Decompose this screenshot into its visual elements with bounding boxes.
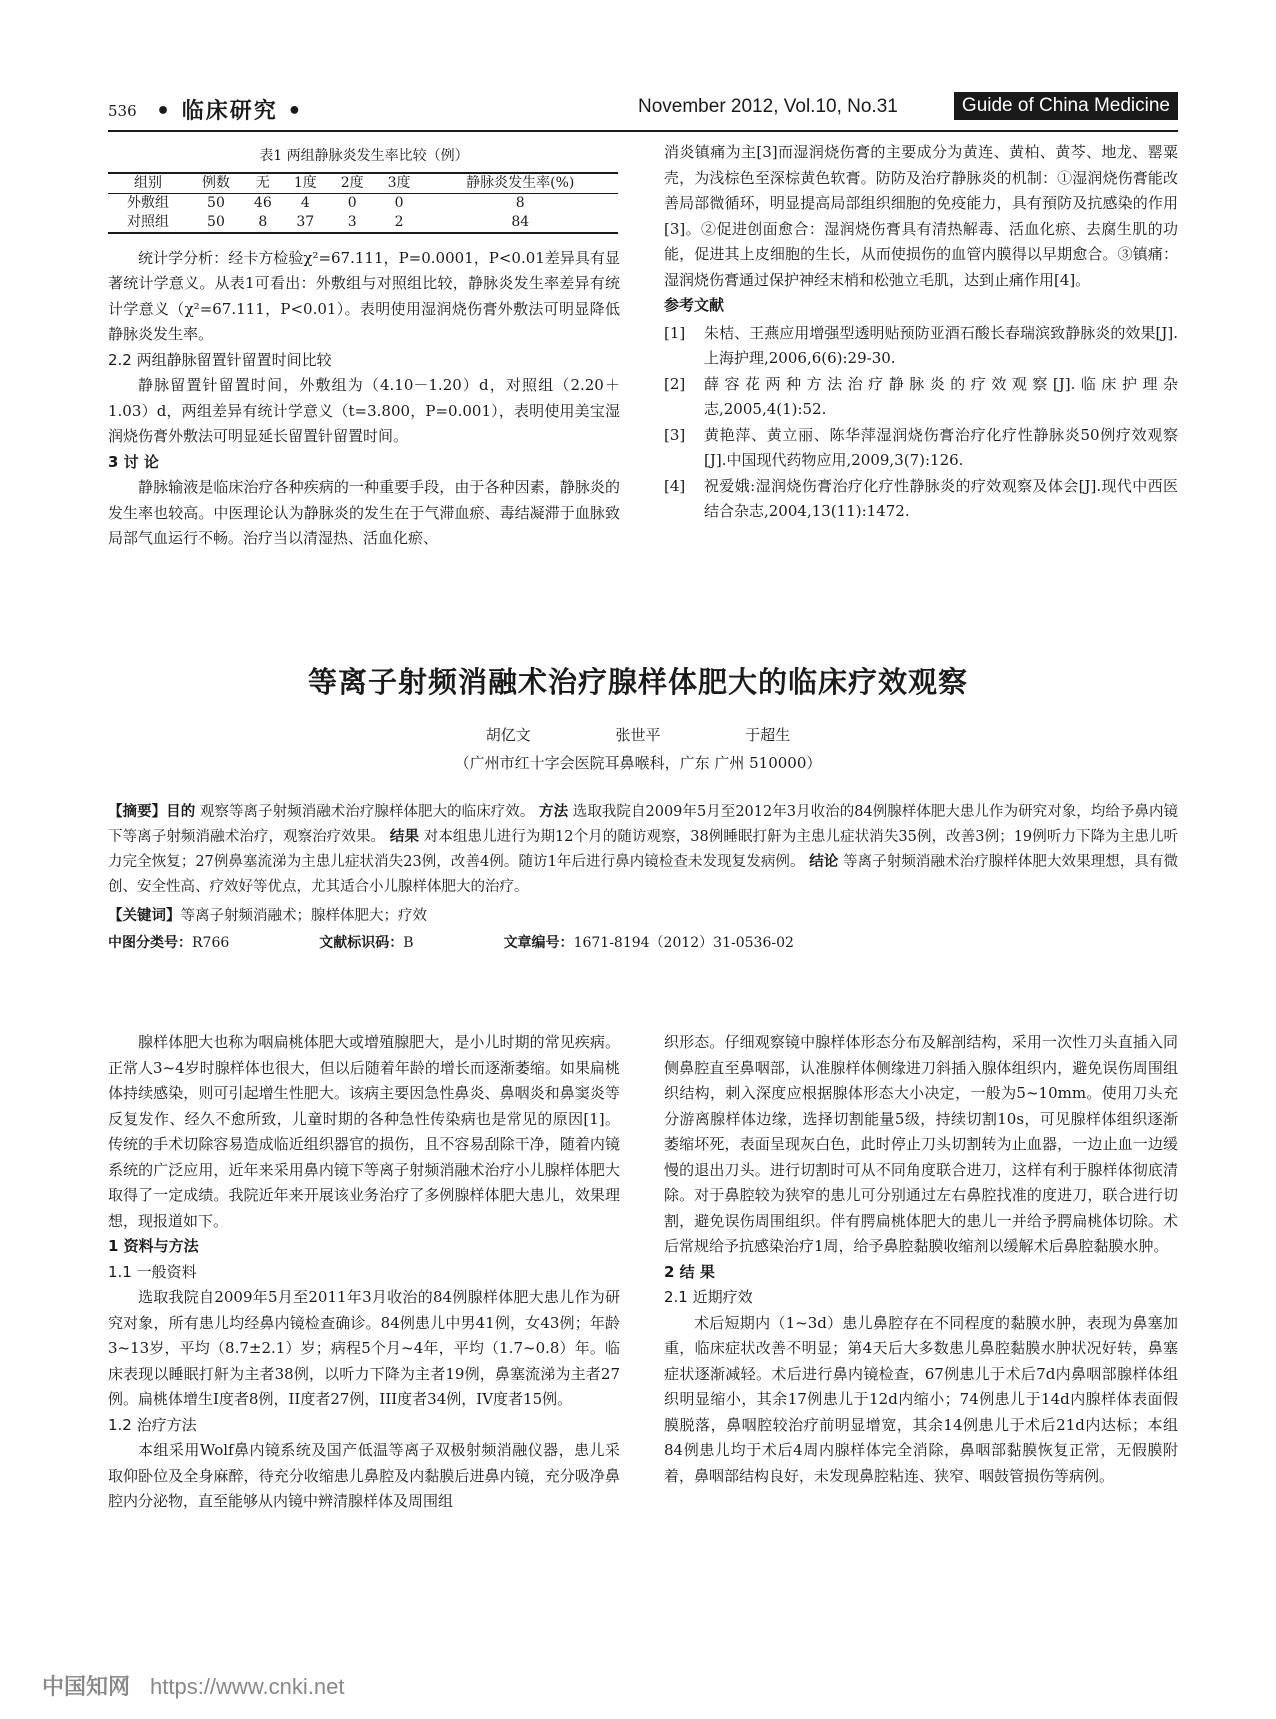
- table-cell: 46: [253, 194, 272, 211]
- reference-item: [664, 372, 1178, 423]
- table-header: 无: [255, 174, 270, 191]
- author-name: 于超生: [745, 726, 791, 744]
- keywords-label: 【关键词】: [108, 908, 181, 924]
- page-number: 536: [108, 102, 137, 120]
- article-left-column: [108, 1030, 620, 1515]
- keywords-line: [108, 904, 1178, 929]
- article-number-field: [504, 931, 794, 956]
- paragraph-1-1: 选取我院自2009年5月至2011年3月收治的84例腺样体肥大患儿作为研究对象，所有患儿均经鼻内镜检查确诊。84例患儿中男41例，女43例；年龄3~13岁，平均（8.7±2.1）岁；病程5个月~4年，平均（1.7~0.8）年。临床表现以睡眠打鼾为主者38例，以听力下降为主者19例，鼻塞流涕为主者27例。扁桃体增生I度者8例，II度者27例，III度者34例，IV度者15例。: [108, 1288, 620, 1408]
- method-label: 方法: [539, 804, 569, 820]
- reference-number: [1]: [664, 323, 686, 342]
- page-header: [108, 92, 1178, 128]
- doc-code-value: B: [403, 935, 414, 951]
- table-cell: 4: [300, 194, 310, 211]
- clc-field: [108, 931, 229, 956]
- section-heading-2-1: 2.1 近期疗效: [664, 1288, 753, 1306]
- doc-code-field: [319, 931, 413, 956]
- clc-value: R766: [192, 935, 230, 951]
- footer-watermark: [42, 1670, 344, 1701]
- table-cell: 外敷组: [127, 194, 170, 211]
- section-name: • 临床研究 •: [156, 99, 304, 124]
- cnki-url[interactable]: https://www.cnki.net: [150, 1674, 345, 1699]
- paragraph-discussion-cont: 消炎镇痛为主[3]而湿润烧伤膏的主要成分为黄连、黄柏、黄芩、地龙、罂粟壳，为浅棕色至深棕黄色软膏。防防及治疗静脉炎的机制：①湿润烧伤膏能改善局部微循环，明显提高局部组织细胞的免疫能力，具有預防及抗感染的作用[3]。②促进创面愈合：湿润烧伤膏具有清热解毒、活血化瘀、去腐生肌的功能，促进其上皮细胞的生长，从而使损伤的血管内膜得以早期愈合。③镇痛：湿润烧伤膏通过保护神经末梢和松弛立毛肌，达到止痛作用[4]。: [664, 143, 1178, 289]
- article-right-column: [664, 1030, 1178, 1489]
- article-affiliation: （广州市红十字会医院耳鼻喉科，广东 广州 510000）: [454, 754, 822, 772]
- conclusion-text: 等离子射频消融术治疗腺样体肥大效果理想，具有微创、安全性高、疗效好等优点，尤其适合小儿腺样体肥大的治疗。: [108, 854, 1179, 895]
- reference-text: 薛容花两种方法治疗静脉炎的疗效观察[J].临床护理杂志,2005,4(1):52.: [704, 374, 1178, 418]
- prev-article-right-column: [664, 140, 1178, 525]
- table-header: 组别: [134, 174, 163, 191]
- references-heading: 参考文献: [664, 296, 725, 314]
- article-number-label: 文章编号：: [503, 935, 574, 951]
- result-text: 对本组患儿进行为期12个月的随访观察，38例睡眠打鼾为主患儿症状消失35例，改善3例；19例听力下降为主患儿听力完全恢复；27例鼻塞流涕为主患儿症状消失23例，改善4例。随访1年后进行鼻内镜检查未发现复发病例。: [108, 829, 1179, 870]
- reference-number: [3]: [664, 425, 686, 444]
- table-header-row: [108, 173, 618, 194]
- table-caption: 表1 两组静脉炎发生率比较（例）: [259, 148, 469, 164]
- table-cell: 8: [258, 213, 268, 230]
- article-title: 等离子射频消融术治疗腺样体肥大的临床疗效观察: [307, 665, 968, 699]
- author-name: 张世平: [615, 726, 661, 744]
- classification-line: [108, 931, 1178, 956]
- reference-text: 朱桔、王燕应用增强型透明贴预防亚酒石酸长春瑞滨致静脉炎的效果[J].上海护理,2006,6(6):29-30.: [704, 323, 1178, 367]
- section-heading-1-1: 1.1 一般资料: [108, 1262, 197, 1281]
- paragraph-method-cont: 织形态。仔细观察镜中腺样体形态分布及解剖结构，采用一次性刀头直插入同侧鼻腔直至鼻咽部，认准腺样体侧缘进刀斜插入腺体组织内，避免误伤周围组织结构，刺入深度应根据腺体形态大小决定，一般为5~10mm。使用刀头充分游离腺样体边缘，选择切割能量5级，持续切割10s，可见腺样体组织逐渐萎缩坏死，表面呈现灰白色，此时停止刀头切割转为止血器，一边止血一边缓慢的退出刀头。进行切割时可从不同角度联合进刀，这样有利于腺样体彻底清除。对于鼻腔较为狭窄的患儿可分别通过左右鼻腔找准的度进刀，联合进行切割，避免误伤周围组织。伴有腭扁桃体肥大的患儿一并给予腭扁桃体切除。术后常规给予抗感染治疗1周，给予鼻腔黏膜收缩剂以缓解术后鼻腔黏膜水肿。: [664, 1033, 1178, 1255]
- table-header: 2度: [340, 174, 364, 191]
- section-heading-2: 2 结 果: [664, 1262, 715, 1281]
- table-header: 例数: [201, 174, 230, 191]
- table-cell: 0: [347, 194, 357, 211]
- table-cell: 50: [207, 194, 225, 211]
- table-row: [108, 213, 618, 233]
- section-heading-2-2: 2.2 两组静脉留置针留置时间比较: [108, 350, 332, 369]
- purpose-text: 观察等离子射频消融术治疗腺样体肥大的临床疗效。: [199, 804, 535, 820]
- stats-paragraph: 统计学分析：经卡方检验χ²=67.111，P=0.0001，P<0.01差异具有显著统计学意义。从表1可看出：外敷组与对照组比较，静脉炎发生率差异有统计学意义（χ²=67.111，P<0.01）。表明使用湿润烧伤膏外敷法可明显降低静脉炎发生率。: [108, 248, 620, 343]
- reference-text: 祝爱娥:湿润烧伤膏治疗化疗性静脉炎的疗效观察及体会[J].现代中西医结合杂志,2004,13(11):1472.: [704, 476, 1178, 520]
- cnki-logo: 中国知网: [42, 1675, 131, 1700]
- table-cell: 3: [347, 213, 357, 230]
- table-cell: 对照组: [127, 213, 170, 230]
- conclusion-label: 结论: [809, 854, 839, 870]
- reference-number: [2]: [664, 374, 686, 393]
- table-cell: 84: [511, 213, 530, 230]
- table-header: 3度: [387, 174, 411, 191]
- keywords-text: 等离子射频消融术；腺样体肥大；疗效: [180, 908, 427, 924]
- reference-number: [4]: [664, 476, 686, 495]
- journal-name: Guide of China Medicine: [954, 92, 1178, 120]
- reference-item: [664, 423, 1178, 474]
- table-cell: 50: [207, 213, 225, 230]
- result-label: 结果: [389, 829, 420, 845]
- paragraph-2-1: 术后短期内（1~3d）患儿鼻腔存在不同程度的黏膜水肿，表现为鼻塞加重，临床症状改善不明显；第4天后大多数患儿鼻腔黏膜水肿状况好转，鼻塞症状逐渐减轻。术后进行鼻内镜检查，67例患儿于术后7d内鼻咽部腺样体组织明显缩小，其余17例患儿于12d内缩小；74例患儿于14d内腺样体表面假膜脱落，鼻咽腔较治疗前明显增宽，其余14例患儿于术后21d内达标；本组84例患儿均于术后4周内腺样体完全消除，鼻咽部黏膜恢复正常，无假膜附着，鼻咽部结构良好，未发现鼻腔粘连、狭窄、咽鼓管损伤等病例。: [664, 1313, 1178, 1485]
- header-rule: [108, 130, 1178, 132]
- clc-label: 中图分类号：: [108, 935, 192, 951]
- section-heading-1-2: 1.2 治疗方法: [108, 1415, 197, 1434]
- method-text: 选取我院自2009年5月至2012年3月收治的84例腺样体肥大患儿作为研究对象，均给予鼻内镜下等离子射频消融术治疗，观察治疗效果。: [108, 804, 1179, 845]
- abstract-label: 【摘要】: [108, 804, 167, 820]
- table-cell: 0: [394, 194, 404, 211]
- table-header: 1度: [293, 174, 317, 191]
- issue-info: November 2012, Vol.10, No.31: [638, 96, 898, 117]
- table-cell: 2: [394, 213, 404, 230]
- reference-item: [664, 321, 1178, 372]
- table-row: [108, 193, 618, 213]
- paragraph-3: 静脉输液是临床治疗各种疾病的一种重要手段，由于各种因素，静脉炎的发生率也较高。中医理论认为静脉炎的发生在于气滞血瘀、毒结凝滞于血脉致局部气血运行不畅。治疗当以清湿热、活血化瘀、: [108, 478, 620, 547]
- section-heading-1: 1 资料与方法: [108, 1237, 199, 1255]
- reference-item: [664, 474, 1178, 525]
- abstract-block: [108, 800, 1178, 956]
- section-heading-3: 3 讨 论: [108, 452, 159, 471]
- abstract-text: [108, 800, 1178, 900]
- table-cell: 8: [515, 194, 525, 211]
- reference-text: 黄艳萍、黄立丽、陈华萍湿润烧伤膏治疗化疗性静脉炎50例疗效观察[J].中国现代药物应用,2009,3(7):126.: [704, 425, 1178, 469]
- paragraph-2-2: 静脉留置针留置时间，外敷组为（4.10－1.20）d，对照组（2.20＋1.03）d，两组差异有统计学意义（t=3.800，P=0.001），表明使用美宝湿润烧伤膏外敷法可明显延长留置针留置时间。: [108, 376, 620, 445]
- references-list: [664, 321, 1178, 525]
- table-header: 静脉炎发生率(%): [466, 174, 575, 191]
- purpose-label: 目的: [166, 804, 196, 820]
- author-name: 胡亿文: [485, 726, 531, 744]
- table-cell: 37: [296, 213, 315, 230]
- article-authors: [0, 724, 1276, 745]
- doc-code-label: 文献标识码：: [319, 935, 404, 951]
- table-1: [108, 172, 618, 234]
- paragraph-1-2: 本组采用Wolf鼻内镜系统及国产低温等离子双极射频消融仪器，患儿采取仰卧位及全身麻醉，待充分收缩患儿鼻腔及内黏膜后进鼻内镜，充分吸净鼻腔内分泌物，直至能够从内镜中辨清腺样体及周围组: [108, 1441, 620, 1510]
- article-number-value: 1671-8194（2012）31-0536-02: [573, 935, 794, 951]
- prev-article-left-column: [108, 140, 620, 552]
- intro-paragraph: 腺样体肥大也称为咽扁桃体肥大或增殖腺肥大，是小儿时期的常见疾病。正常人3~4岁时腺样体也很大，但以后随着年龄的增长而逐渐萎缩。如果扁桃体持续感染，则可引起增生性肥大。该病主要因急性鼻炎、鼻咽炎和鼻窦炎等反复发作、经久不愈所致，儿童时期的各种急性传染病也是常见的原因[1]。传统的手术切除容易造成临近组织器官的损伤，且不容易刮除干净，随着内镜系统的广泛应用，近年来采用鼻内镜下等离子射频消融术治疗小儿腺样体肥大取得了一定成绩。我院近年来开展该业务治疗了多例腺样体肥大患儿，效果理想，现报道如下。: [108, 1033, 620, 1230]
